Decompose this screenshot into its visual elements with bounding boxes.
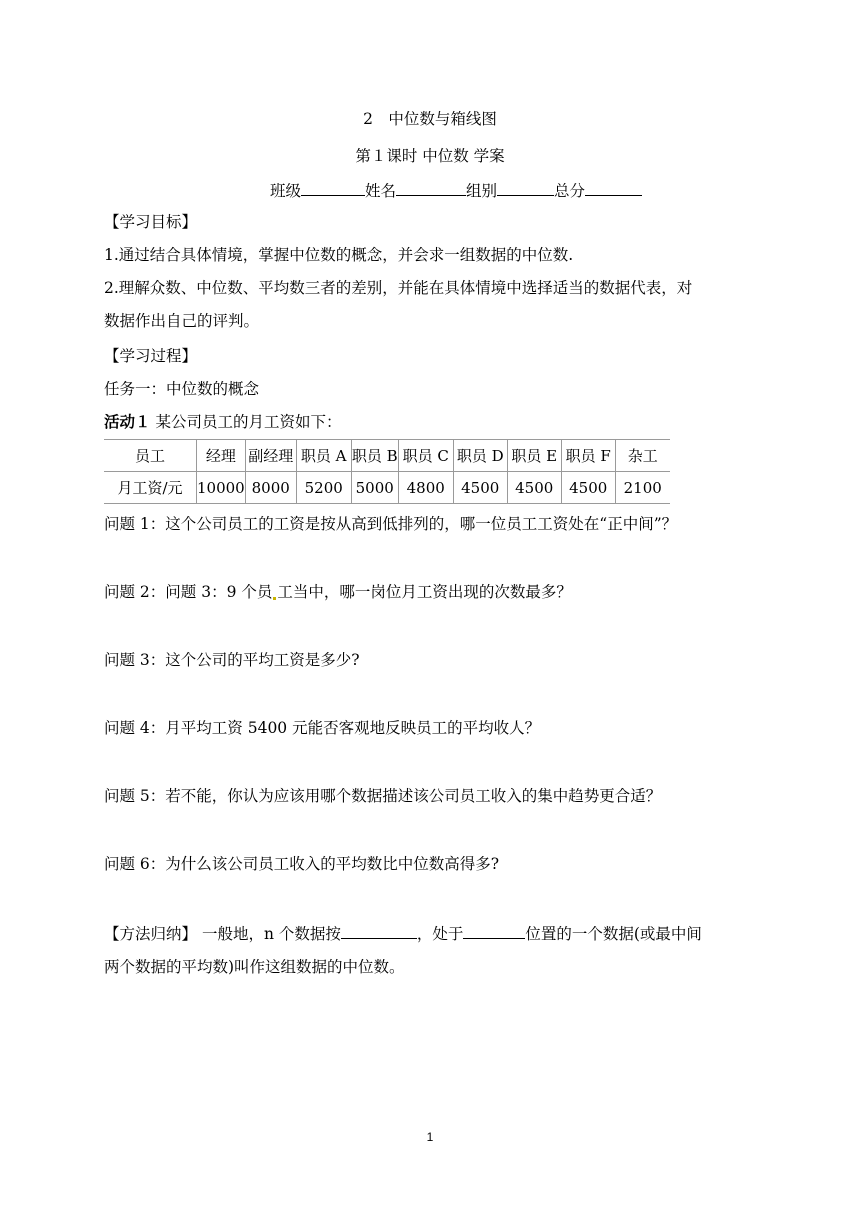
name-blank[interactable] <box>396 178 466 196</box>
method-blank-2[interactable] <box>463 921 525 939</box>
objectives-heading: 【学习目标】 <box>104 213 198 231</box>
question-3: 问题 3：这个公司的平均工资是多少? <box>104 651 360 669</box>
table-cell: 2100 <box>615 472 670 504</box>
method-blank-1[interactable] <box>341 921 417 939</box>
activity-text: 某公司员工的月工资如下： <box>150 413 342 431</box>
table-cell: 经理 <box>197 440 246 472</box>
method-label: 【方法归纳】 <box>104 925 198 943</box>
table-cell: 5200 <box>296 472 351 504</box>
class-label: 班级 <box>270 182 302 200</box>
group-blank[interactable] <box>497 178 554 196</box>
objective-item-2-line-2: 数据作出自己的评判。 <box>104 312 260 330</box>
method-summary-line-1 <box>104 921 702 945</box>
score-label: 总分 <box>554 182 586 200</box>
table-cell: 月工资/元 <box>104 472 197 504</box>
table-cell: 10000 <box>197 472 246 504</box>
table-cell: 4800 <box>398 472 453 504</box>
table-row <box>104 472 670 504</box>
question-6: 问题 6：为什么该公司员工收入的平均数比中位数高得多? <box>104 855 500 873</box>
activity-label: 活动１ <box>104 412 151 431</box>
salary-table <box>104 439 670 504</box>
question-5: 问题 5：若不能，你认为应该用哪个数据描述该公司员工收入的集中趋势更合适？ <box>104 787 662 805</box>
page-number: 1 <box>426 1130 434 1144</box>
table-cell: 职员 D <box>453 440 507 472</box>
edit-marker-icon <box>273 597 276 600</box>
table-cell: 8000 <box>245 472 296 504</box>
class-blank[interactable] <box>301 178 365 196</box>
method-text-2: ，处于 <box>416 925 464 943</box>
table-header-row <box>104 440 670 472</box>
table-cell: 4500 <box>507 472 561 504</box>
name-label: 姓名 <box>365 182 397 200</box>
table-cell: 4500 <box>453 472 507 504</box>
method-summary-line-2: 两个数据的平均数)叫作这组数据的中位数。 <box>104 958 405 976</box>
task-1-heading: 任务一：中位数的概念 <box>104 380 260 398</box>
question-2-part-b: 工当中，哪一岗位月工资出现的次数最多？ <box>277 583 572 601</box>
table-cell: 职员 C <box>398 440 453 472</box>
method-text-1: 一般地，n 个数据按 <box>197 925 341 943</box>
process-heading: 【学习过程】 <box>104 347 198 365</box>
question-2-part-a: 问题 2：问题 3：9 个员 <box>104 583 273 601</box>
activity-1-intro <box>104 411 341 433</box>
table-cell: 4500 <box>561 472 615 504</box>
question-1: 问题 1：这个公司员工的工资是按从高到低排列的，哪一位员工工资处在“正中间”？ <box>104 515 678 533</box>
method-text-3: 位置的一个数据(或最中间 <box>525 925 702 943</box>
group-label: 组别 <box>466 182 498 200</box>
objective-item-1: 1.通过结合具体情境，掌握中位数的概念，并会求一组数据的中位数. <box>104 246 574 264</box>
student-info-line <box>270 178 642 202</box>
table-cell: 职员 A <box>296 440 351 472</box>
table-cell: 5000 <box>351 472 398 504</box>
lesson-title: 2 中位数与箱线图 <box>363 110 497 128</box>
table-cell: 副经理 <box>245 440 296 472</box>
score-blank[interactable] <box>585 178 642 196</box>
table-cell: 员工 <box>104 440 197 472</box>
lesson-subtitle: 第１课时 中位数 学案 <box>355 147 505 165</box>
table-cell: 职员 B <box>351 440 398 472</box>
question-4: 问题 4：月平均工资 5400 元能否客观地反映员工的平均收人？ <box>104 719 541 737</box>
question-2 <box>104 581 572 603</box>
table-cell: 职员 E <box>507 440 561 472</box>
table-cell: 杂工 <box>615 440 670 472</box>
table-cell: 职员 F <box>561 440 615 472</box>
objective-item-2-line-1: 2.理解众数、中位数、平均数三者的差别，并能在具体情境中选择适当的数据代表，对 <box>104 279 693 297</box>
